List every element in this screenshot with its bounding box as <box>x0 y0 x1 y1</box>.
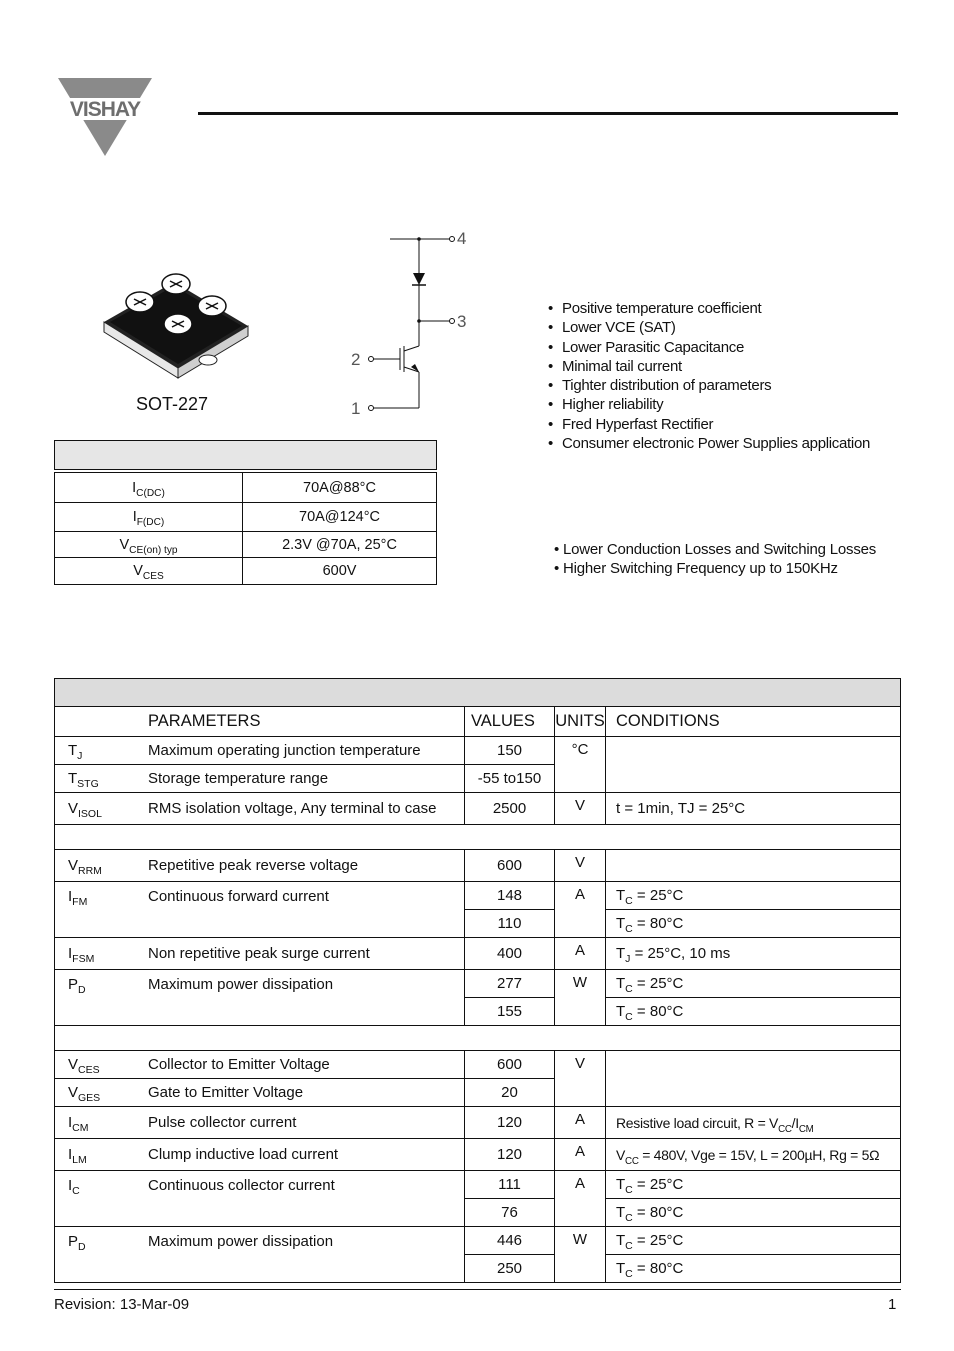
features-list <box>548 299 870 453</box>
table-row: $T_J$ Maximum operating junction temperature 150 °C <box>55 737 901 765</box>
benefit-item: • Lower Conduction Losses and Switching Losses <box>554 541 876 560</box>
package-label: SOT-227 <box>136 394 209 414</box>
column-header-row: PARAMETERS VALUES UNITS CONDITIONS <box>55 707 901 737</box>
feature-item: • Consumer electronic Power Supplies application <box>548 434 870 453</box>
feature-item: • Tighter distribution of parameters <box>548 376 870 395</box>
igbt-diode-schematic <box>340 226 480 422</box>
svg-text:VISHAY: VISHAY <box>69 98 141 121</box>
ratings-title-bar <box>55 679 901 707</box>
summary-row: $I_{F(DC)}$ 70A@124°C <box>55 503 437 532</box>
product-summary-table <box>54 440 437 585</box>
table-row: $P_D$ Maximum power dissipation 446 W $T_C = 25^\circ C$ <box>55 1227 901 1255</box>
summary-row: $V_{CE(on) typ}$ 2.3V @70A, 25°C <box>55 532 437 558</box>
summary-row: $I_{C(DC)}$ 70A@88°C <box>55 473 437 503</box>
table-row: $V_{RRM}$ Repetitive peak reverse voltage 600 V <box>55 850 901 882</box>
summary-header <box>55 441 437 470</box>
table-row: $I_{FM}$ Continuous forward current 148 A $T_C = 25^\circ C$ <box>55 882 901 910</box>
table-row: $V_{CES}$ Collector to Emitter Voltage 600 V <box>55 1051 901 1079</box>
table-row: $V_{ISOL}$ RMS isolation voltage, Any terminal to case 2500 V t = 1min, TJ = 25°C <box>55 793 901 825</box>
revision-date: Revision: 13-Mar-09 <box>54 1296 190 1313</box>
feature-item: • Lower VCE (SAT) <box>548 318 870 337</box>
benefits-list <box>554 541 876 578</box>
table-row: 76 $T_C = 80^\circ C$ <box>55 1199 901 1227</box>
table-row: $I_{LM}$ Clump inductive load current 120 A $V_{CC} = 480V$, Vge = 15V, L = 200µH, Rg = 5Ω <box>55 1139 901 1171</box>
table-row: $I_C$ Continuous collector current 111 A $T_C = 25^\circ C$ <box>55 1171 901 1199</box>
feature-item: • Fred Hyperfast Rectifier <box>548 415 870 434</box>
feature-item: • Minimal tail current <box>548 357 870 376</box>
footer-rule <box>54 1289 901 1290</box>
table-row: 155 $T_C = 80^\circ C$ <box>55 998 901 1026</box>
feature-item: • Lower Parasitic Capacitance <box>548 338 870 357</box>
page-number: 1 <box>888 1296 897 1313</box>
table-row: $P_D$ Maximum power dissipation 277 W $T_C = 25^\circ C$ <box>55 970 901 998</box>
table-row: 250 $T_C = 80^\circ C$ <box>55 1255 901 1283</box>
table-row: $V_{GES}$ Gate to Emitter Voltage 20 <box>55 1079 901 1107</box>
igbt-section-bar <box>55 1026 901 1051</box>
benefit-item: • Higher Switching Frequency up to 150KHz <box>554 560 876 579</box>
table-row: $T_{STG}$ Storage temperature range -55 to150 <box>55 765 901 793</box>
sot227-package-image <box>100 268 252 380</box>
pin-2-label: 2 <box>351 350 361 369</box>
diode-section-bar <box>55 825 901 850</box>
pin-1-label: 1 <box>351 399 361 418</box>
feature-item: • Positive temperature coefficient <box>548 299 870 318</box>
table-row: $I_{FSM}$ Non repetitive peak surge current 400 A $T_J = 25^\circ C$, 10 ms <box>55 938 901 970</box>
summary-row: $V_{CES}$ 600V <box>55 558 437 585</box>
header-rule <box>198 112 898 115</box>
pin-3-label: 3 <box>457 312 467 331</box>
absolute-ratings-table <box>54 678 901 1283</box>
table-row: $I_{CM}$ Pulse collector current 120 A Resistive load circuit, $R = V_{CC}/I_{CM}$ <box>55 1107 901 1139</box>
pin-4-label: 4 <box>457 229 467 248</box>
feature-item: • Higher reliability <box>548 395 870 414</box>
vishay-logo <box>56 76 154 158</box>
table-row: 110 $T_C = 80^\circ C$ <box>55 910 901 938</box>
